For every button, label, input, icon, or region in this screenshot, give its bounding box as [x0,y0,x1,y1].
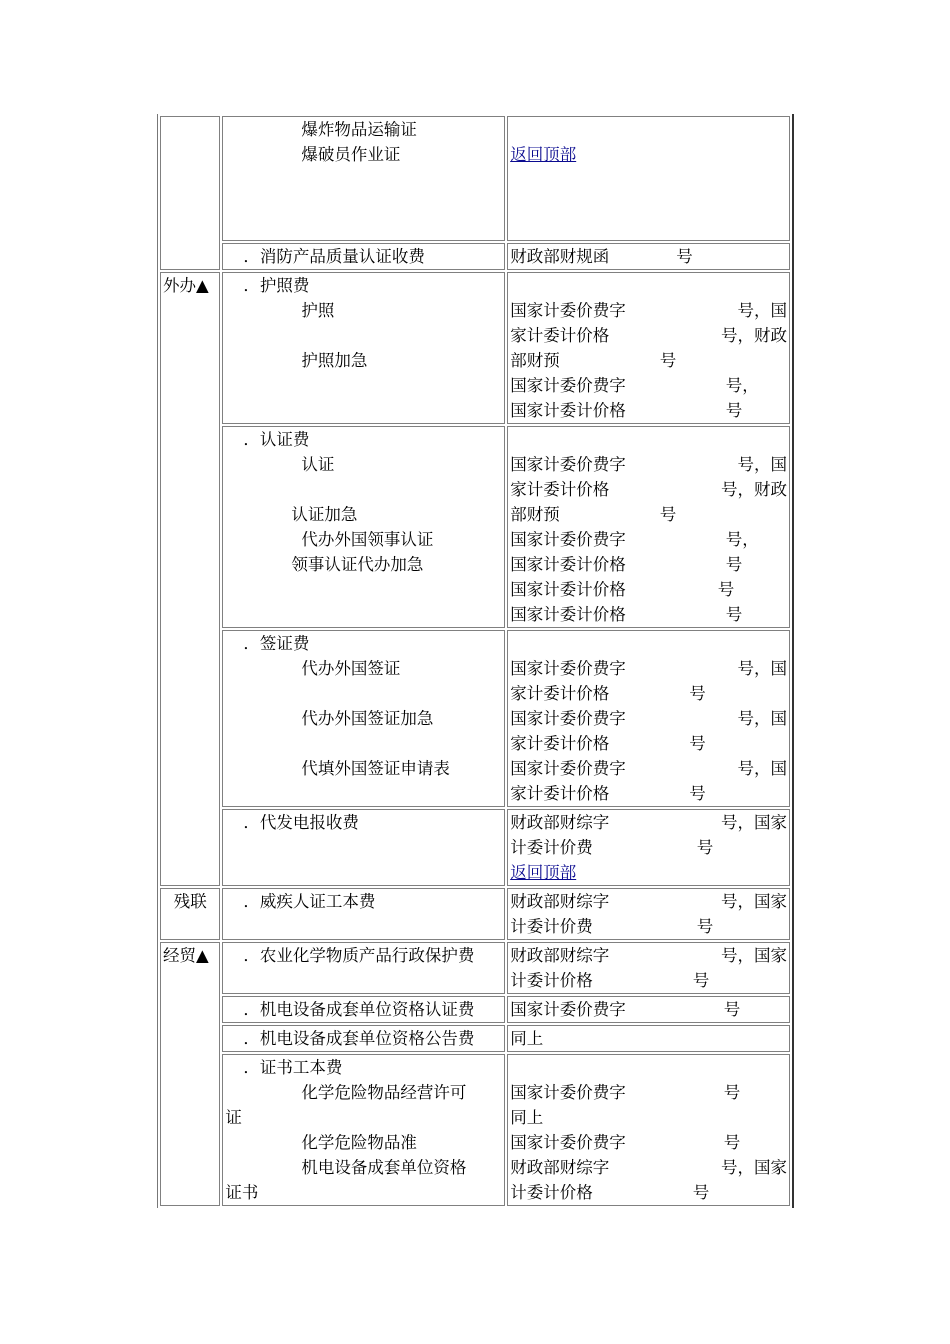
item-line: ．威疾人证工本费 [243,892,376,911]
basis-line: 国家计委价费字 号， [510,376,759,395]
basis-line: 家计委计价格 号 [510,684,706,703]
basis-line: 财政部财综字 号，国家 [510,892,787,911]
basis-line: 计委计价格 号 [510,971,710,990]
table-row [160,1054,790,1206]
table-row [160,630,790,807]
dept-cell [160,942,220,1206]
item-line: ．代发电报收费 [243,813,359,832]
table-row [160,1025,790,1052]
item-cell [222,942,505,994]
basis-cell [507,1054,790,1206]
item-cell [222,996,505,1023]
basis-line: 国家计委价费字 号，国 [510,659,787,678]
dept-label: 外办▲ [163,276,209,295]
table-row [160,996,790,1023]
table-row [160,272,790,424]
basis-line: 国家计委价费字 号，国 [510,455,787,474]
dept-cell [160,116,220,270]
item-line: 认证加急 [291,505,358,524]
basis-line: 国家计委价费字 号， [510,530,759,549]
item-line: 证书 [225,1183,259,1202]
basis-line: 财政部财规函 号 [510,247,693,266]
basis-line: 国家计委价费字 号，国 [510,709,787,728]
table-row [160,243,790,270]
basis-line: 计委计价费 号 [510,838,714,857]
item-line: 证 [225,1108,242,1127]
back-to-top-link[interactable]: 返回顶部 [510,145,577,164]
basis-line: 财政部财综字 号，国家 [510,1158,787,1177]
basis-line: 部财预 号 [510,351,677,370]
item-line: ．证书工本费 [243,1058,343,1077]
table-row [160,888,790,940]
item-line: 机电设备成套单位资格 [301,1158,467,1177]
item-line: 代办外国签证加急 [301,709,434,728]
item-cell [222,426,505,628]
basis-cell [507,1025,790,1052]
item-cell [222,1054,505,1206]
item-line: 护照加急 [301,351,368,370]
item-line: ．机电设备成套单位资格公告费 [243,1029,475,1048]
basis-cell [507,116,790,241]
table-row [160,809,790,886]
basis-line: 计委计价格 号 [510,1183,710,1202]
item-cell [222,116,505,241]
basis-line: 财政部财综字 号，国家 [510,946,787,965]
item-line: 代办外国领事认证 [301,530,434,549]
item-line: 爆破员作业证 [301,145,401,164]
basis-line: 计委计价费 号 [510,917,714,936]
item-line: 爆炸物品运输证 [301,120,417,139]
item-cell [222,888,505,940]
basis-line: 同上 [510,1029,544,1048]
item-line: ．机电设备成套单位资格认证费 [243,1000,475,1019]
basis-line: 家计委计价格 号，财政 [510,480,787,499]
item-line: 领事认证代办加急 [291,555,424,574]
dept-label: 经贸▲ [163,946,209,965]
basis-line: 国家计委价费字 号 [510,1000,741,1019]
item-line: 认证 [301,455,335,474]
basis-cell [507,942,790,994]
basis-cell [507,630,790,807]
item-cell [222,630,505,807]
basis-cell [507,996,790,1023]
basis-line: 家计委计价格 号，财政 [510,326,787,345]
item-cell [222,809,505,886]
basis-line: 国家计委价费字 号，国 [510,301,787,320]
item-line: 化学危险物品经营许可 [301,1083,467,1102]
item-cell [222,272,505,424]
item-line: ．认证费 [243,430,310,449]
fee-table [157,114,794,1208]
basis-cell [507,243,790,270]
basis-line: 国家计委计价格 号 [510,580,735,599]
item-line: ．签证费 [243,634,310,653]
dept-cell [160,272,220,886]
item-line: 代填外国签证申请表 [301,759,450,778]
basis-line: 国家计委计价格 号 [510,555,743,574]
item-cell [222,1025,505,1052]
back-to-top-link[interactable]: 返回顶部 [510,863,577,882]
basis-line: 国家计委价费字 号 [510,1083,741,1102]
dept-label: 残联 [173,892,207,911]
dept-cell [160,888,220,940]
item-line: ．护照费 [243,276,310,295]
basis-cell [507,888,790,940]
basis-cell [507,426,790,628]
item-line: 护照 [301,301,335,320]
basis-line: 国家计委计价格 号 [510,401,743,420]
item-cell [222,243,505,270]
item-line: 代办外国签证 [301,659,401,678]
basis-line: 国家计委价费字 号 [510,1133,741,1152]
item-line: ．农业化学物质产品行政保护费 [243,946,475,965]
item-line: ．消防产品质量认证收费 [243,247,425,266]
basis-line: 同上 [510,1108,544,1127]
basis-line: 家计委计价格 号 [510,734,706,753]
table-row [160,426,790,628]
basis-cell [507,272,790,424]
basis-line: 财政部财综字 号，国家 [510,813,787,832]
table-row [160,942,790,994]
basis-line: 家计委计价格 号 [510,784,706,803]
item-line: 化学危险物品准 [301,1133,417,1152]
basis-cell [507,809,790,886]
basis-line: 国家计委计价格 号 [510,605,743,624]
table-row [160,116,790,241]
basis-line: 部财预 号 [510,505,677,524]
basis-line: 国家计委价费字 号，国 [510,759,787,778]
